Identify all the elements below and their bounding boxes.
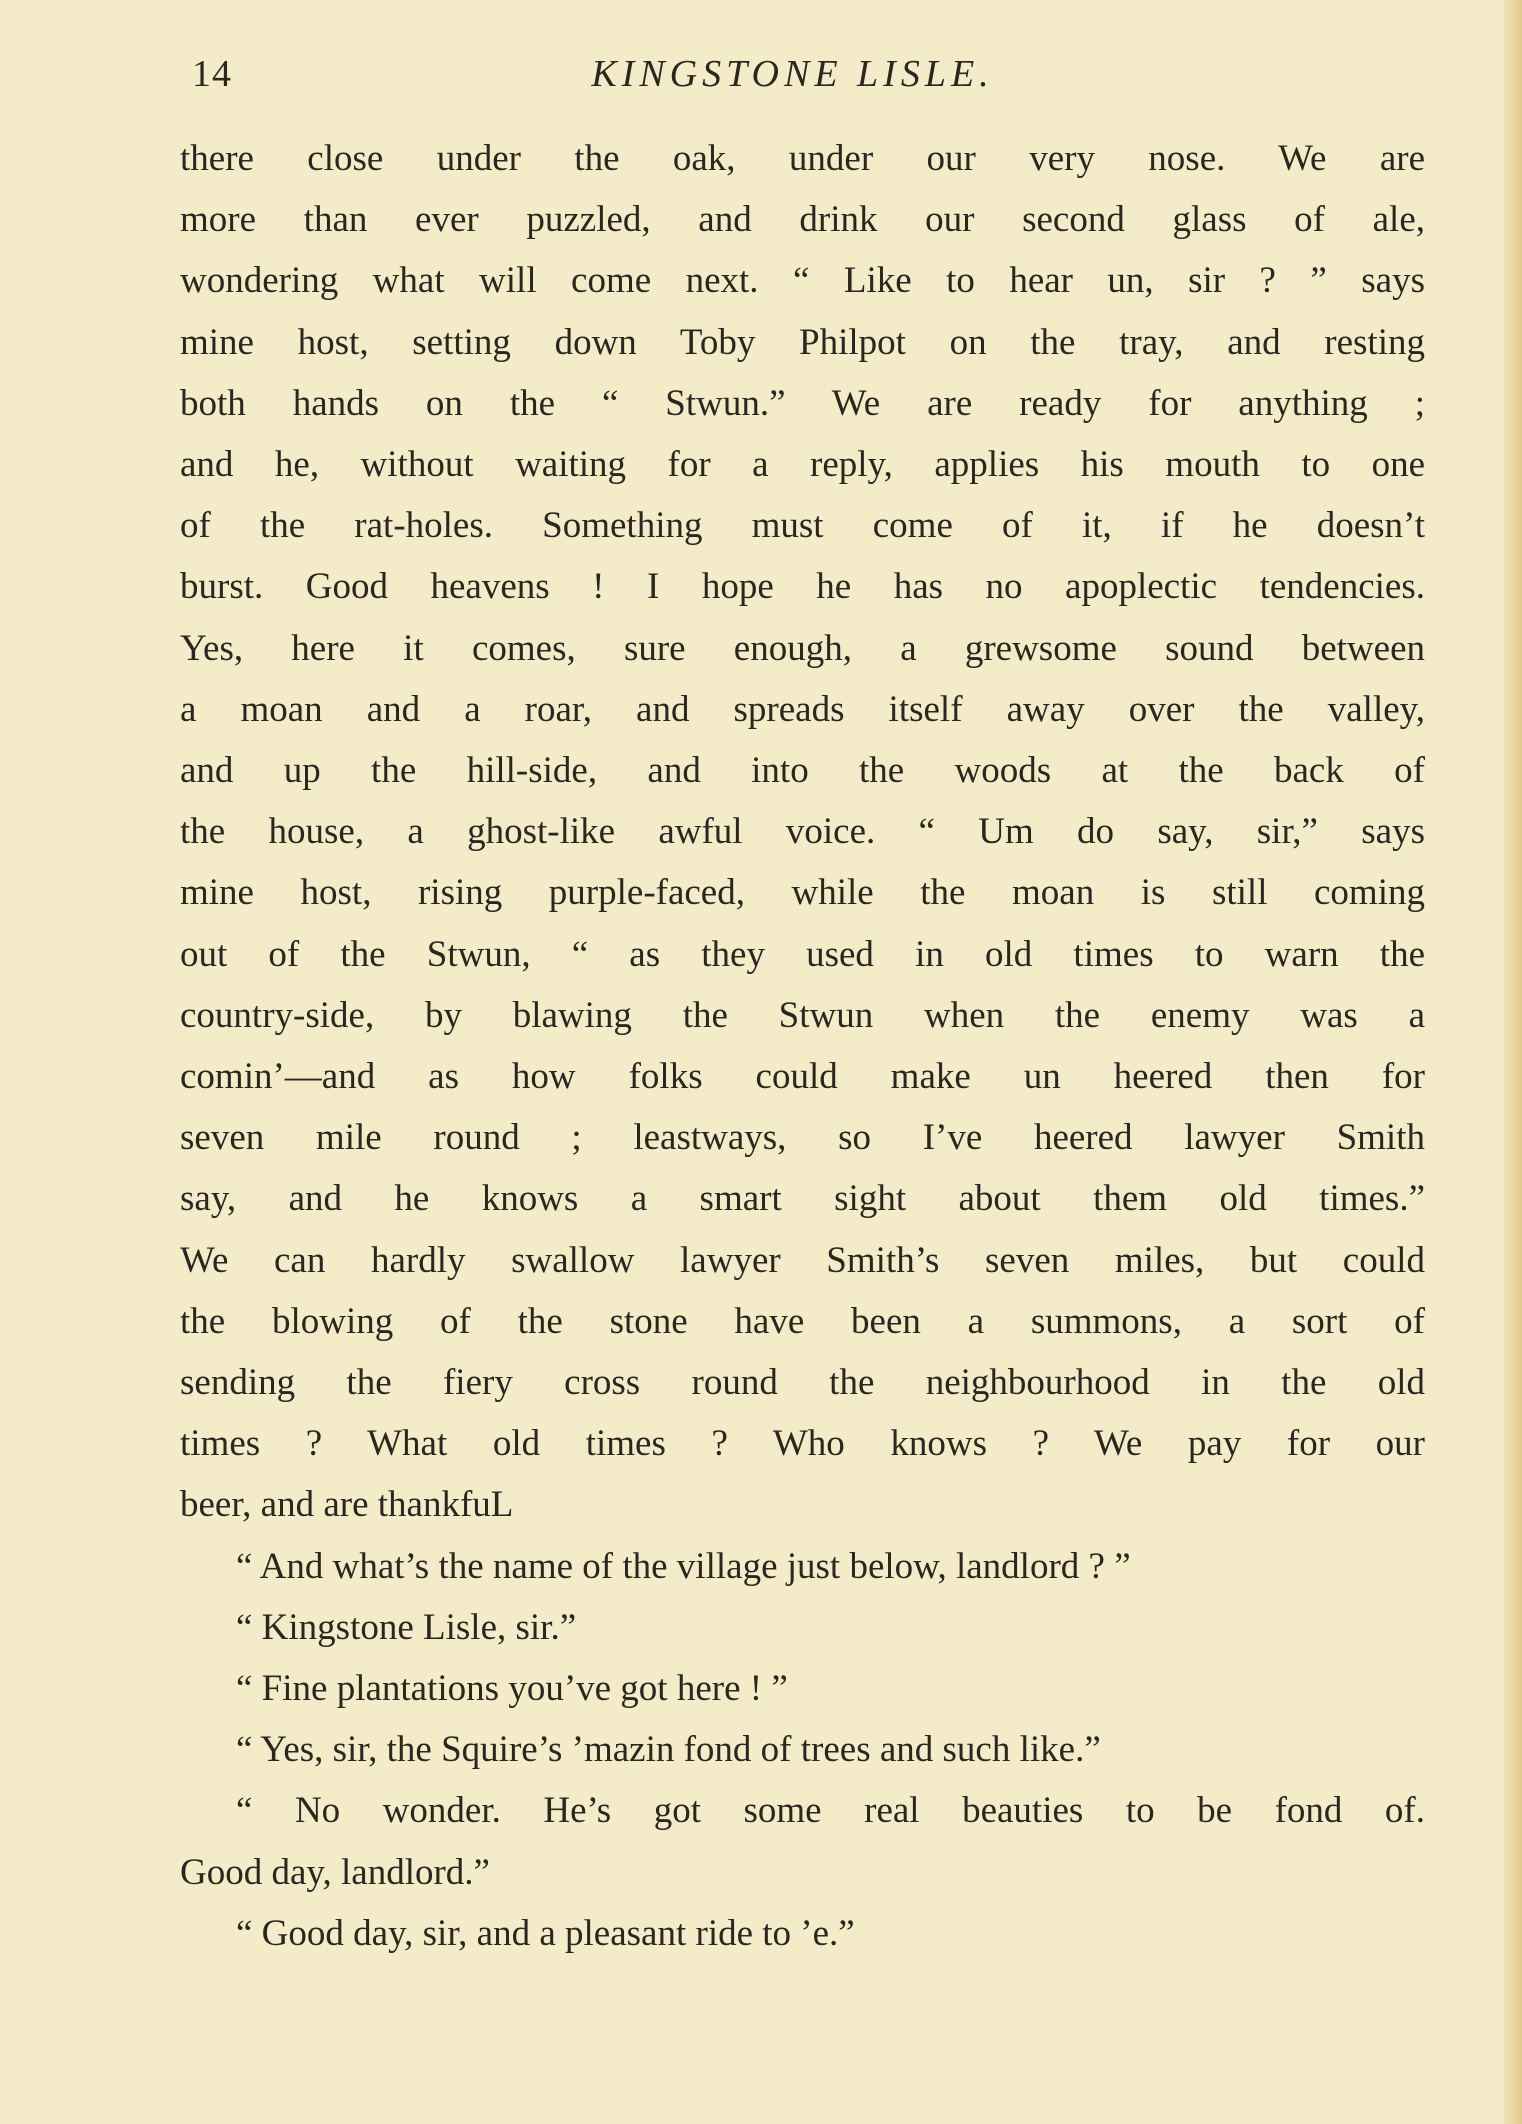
text-line: there close under the oak, under our very nose. We are: [180, 138, 1425, 179]
text-line: “ Yes, sir, the Squire’s ’mazin fond of trees and such like.”: [236, 1729, 1101, 1771]
text-line: the blowing of the stone have been a summons, a sort of: [180, 1300, 1425, 1342]
text-line: burst. Good heavens ! I hope he has no apoplectic tendencies.: [180, 566, 1425, 608]
running-title: KINGSTONE LISLE.: [591, 53, 994, 95]
text-line: “ No wonder. He’s got some real beauties to be fond of.: [236, 1790, 1425, 1832]
text-line: more than ever puzzled, and drink our second glass of ale,: [180, 199, 1425, 241]
text-line: the house, a ghost-like awful voice. “ Um do say, sir,” says: [180, 811, 1425, 853]
text-line: times ? What old times ? Who knows ? We pay for our: [180, 1423, 1425, 1465]
text-line: out of the Stwun, “ as they used in old times to warn the: [180, 933, 1425, 975]
text-line: “ And what’s the name of the village just below, landlord ? ”: [236, 1545, 1131, 1587]
page-header: [180, 52, 1405, 112]
text-line: and up the hill-side, and into the woods at the back of: [180, 750, 1425, 792]
page-number: 14: [192, 53, 232, 95]
text-line: and he, without waiting for a reply, applies his mouth to one: [180, 444, 1425, 486]
text-line: beer, and are thankfuL: [180, 1484, 514, 1526]
text-line: say, and he knows a smart sight about them old times.”: [180, 1178, 1425, 1220]
text-line: “ Good day, sir, and a pleasant ride to ’e.”: [236, 1912, 855, 1954]
text-line: of the rat-holes. Something must come of it, if he doesn’t: [180, 505, 1425, 547]
text-line: country-side, by blawing the Stwun when the enemy was a: [180, 994, 1425, 1036]
text-line: comin’—and as how folks could make un heered then for: [180, 1056, 1425, 1098]
page-edge: [1504, 0, 1522, 2124]
text-line: mine host, setting down Toby Philpot on the tray, and resting: [180, 321, 1425, 363]
text-line: Good day, landlord.”: [180, 1851, 490, 1893]
text-line: “ Kingstone Lisle, sir.”: [236, 1606, 577, 1648]
text-line: wondering what will come next. “ Like to hear un, sir ? ” says: [180, 260, 1425, 302]
text-line: both hands on the “ Stwun.” We are ready for anything ;: [180, 382, 1425, 424]
text-line: seven mile round ; leastways, so I’ve heered lawyer Smith: [180, 1117, 1425, 1159]
text-line: sending the fiery cross round the neighbourhood in the old: [180, 1362, 1425, 1404]
text-line: a moan and a roar, and spreads itself away over the valley,: [180, 688, 1425, 730]
text-line: “ Fine plantations you’ve got here ! ”: [236, 1668, 788, 1710]
text-line: We can hardly swallow lawyer Smith’s seven miles, but could: [180, 1239, 1425, 1281]
text-line: mine host, rising purple-faced, while the moan is still coming: [180, 872, 1425, 914]
body-text: [180, 128, 1425, 1964]
text-line: Yes, here it comes, sure enough, a grewsome sound between: [180, 627, 1425, 669]
